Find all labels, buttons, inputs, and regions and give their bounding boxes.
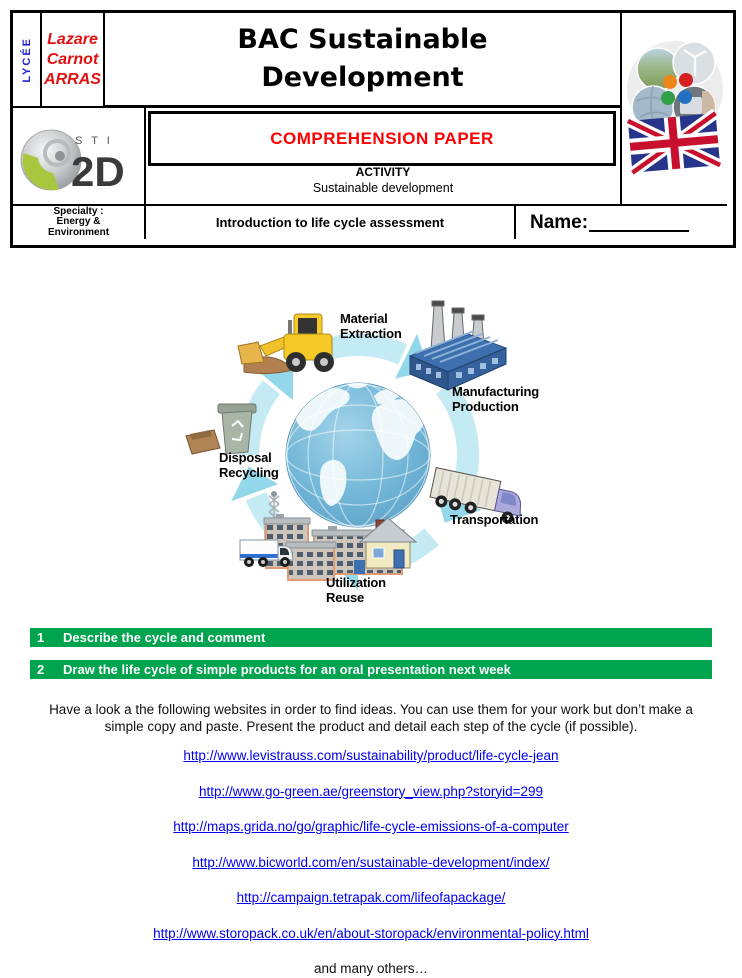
school-name-cell bbox=[42, 13, 105, 108]
excavator-icon bbox=[238, 314, 334, 374]
english-logo-cell bbox=[620, 13, 727, 206]
activity-label: ACTIVITY bbox=[355, 165, 411, 179]
header-table bbox=[10, 10, 736, 248]
activity-block bbox=[146, 165, 620, 196]
name-cell bbox=[516, 206, 727, 239]
paper-type-title: COMPREHENSION PAPER bbox=[270, 128, 494, 148]
earth-globe-icon bbox=[286, 378, 430, 527]
svg-text:2D: 2D bbox=[71, 148, 125, 195]
stage-label-manufacturing-production: Manufacturing Production bbox=[452, 384, 539, 414]
specialty-cell bbox=[13, 206, 146, 239]
blue-dot-icon bbox=[678, 90, 692, 104]
activity-value: Sustainable development bbox=[312, 181, 454, 195]
link-storopack[interactable]: http://www.storopack.co.uk/en/about-storopack/environmental-policy.html bbox=[153, 925, 589, 941]
lesson-title: Introduction to life cycle assessment bbox=[215, 215, 445, 230]
sti2d-logo-cell bbox=[13, 108, 146, 206]
sti2d-logo-icon bbox=[13, 108, 146, 204]
school-name-line1: Lazare bbox=[47, 30, 98, 48]
waste-bin-and-box-icon bbox=[186, 404, 256, 454]
task-bar-2 bbox=[30, 660, 712, 679]
uk-flag-icon bbox=[628, 113, 720, 172]
green-dot-icon bbox=[661, 91, 675, 105]
link-tetrapak[interactable]: http://campaign.tetrapak.com/lifeofapackage/ bbox=[236, 890, 506, 905]
red-dot-icon bbox=[679, 73, 693, 87]
task-1-number: 1 bbox=[37, 630, 45, 645]
task-2-number: 2 bbox=[37, 662, 45, 677]
school-name-line3: ARRAS bbox=[44, 70, 101, 88]
page-title-line1: BAC Sustainable bbox=[237, 24, 488, 55]
footer-note: and many others… bbox=[313, 961, 429, 976]
paper-type-area bbox=[146, 108, 620, 206]
stage-label-disposal-recycling: Disposal Recycling bbox=[219, 450, 279, 480]
lycee-cell bbox=[13, 13, 42, 108]
factory-icon bbox=[410, 301, 506, 390]
task-2-text: Draw the life cycle of simple products for an oral presentation next week bbox=[63, 662, 511, 677]
svg-text:S T I: S T I bbox=[75, 135, 113, 147]
name-label: Name: bbox=[530, 211, 589, 233]
instructions-paragraph: Have a look a the following websites in order to find ideas. You can use them for your work but don’t make a simple copy and paste. Present the product and detail each step of the cycle (if possible). bbox=[49, 701, 693, 734]
specialty-line2: Energy & bbox=[56, 216, 101, 228]
photo-circles-uk-flag-icon bbox=[622, 13, 727, 202]
document-title-cell bbox=[105, 13, 620, 108]
lesson-title-cell bbox=[146, 206, 516, 239]
orange-dot-icon bbox=[663, 75, 677, 89]
life-cycle-diagram bbox=[178, 292, 570, 624]
task-1-text: Describe the cycle and comment bbox=[63, 630, 266, 645]
task-bar-1 bbox=[30, 628, 712, 647]
comprehension-paper-box bbox=[148, 111, 616, 166]
link-bicworld[interactable]: http://www.bicworld.com/en/sustainable-development/index/ bbox=[192, 854, 550, 870]
stage-label-transportation: Transportation bbox=[450, 512, 539, 527]
stage-label-utilization-reuse: Utilization Reuse bbox=[326, 575, 386, 605]
specialty-line3: Environment bbox=[47, 226, 110, 238]
website-links-list bbox=[0, 746, 742, 978]
link-grida[interactable]: http://maps.grida.no/go/graphic/life-cycle-emissions-of-a-computer bbox=[173, 819, 569, 834]
school-name-line2: Carnot bbox=[46, 50, 99, 68]
link-levistrauss[interactable]: http://www.levistrauss.com/sustainability/product/life-cycle-jean bbox=[183, 748, 559, 763]
name-fill-line bbox=[589, 213, 689, 232]
stage-label-material-extraction: Material Extraction bbox=[340, 311, 402, 341]
lycee-vertical-label: LYCÉE bbox=[20, 36, 33, 83]
specialty-line1: Specialty : bbox=[53, 205, 104, 217]
page-title-line2: Development bbox=[261, 62, 464, 93]
link-go-green[interactable]: http://www.go-green.ae/greenstory_view.php?storyid=299 bbox=[198, 783, 544, 799]
